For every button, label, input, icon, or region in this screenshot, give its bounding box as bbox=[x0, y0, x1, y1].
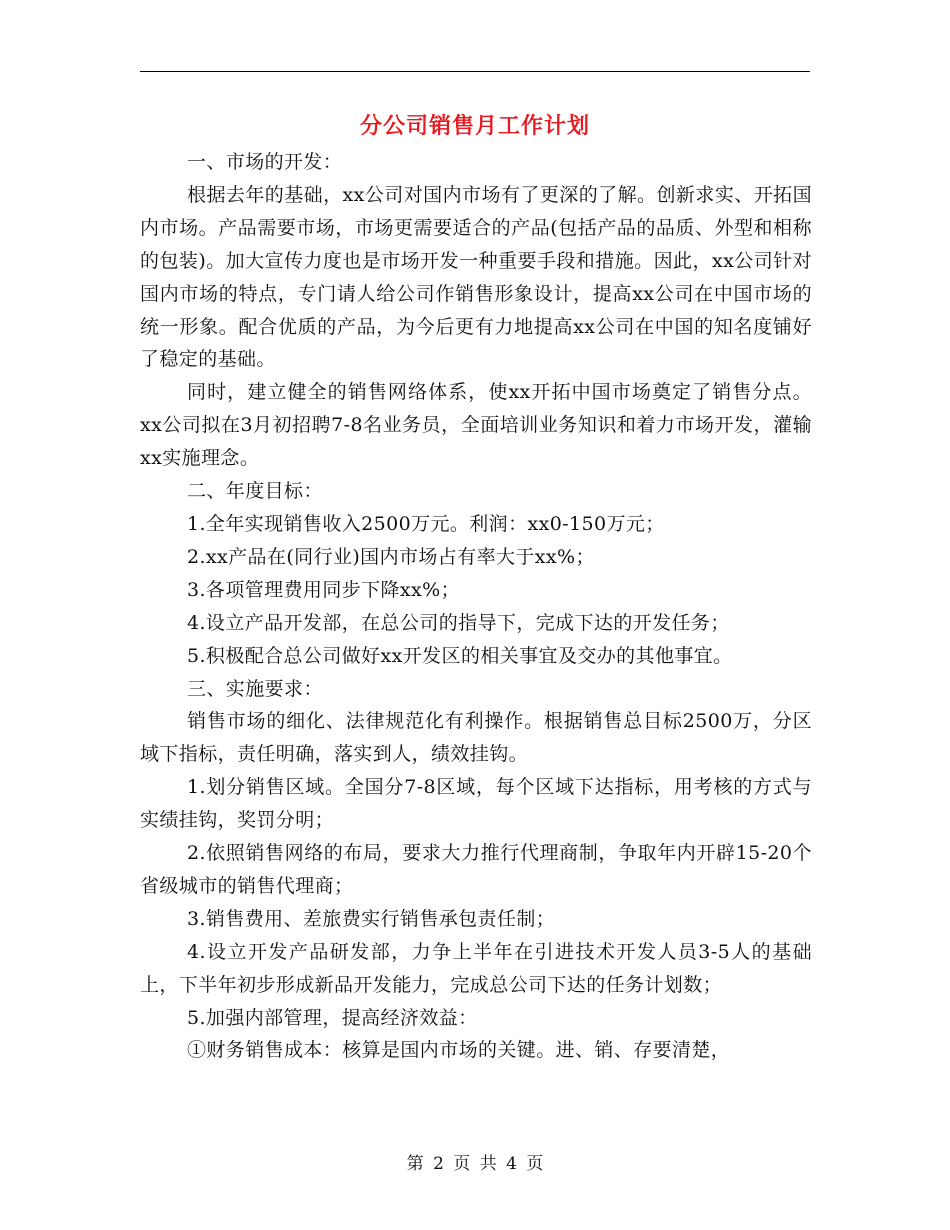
section-heading-implementation: 三、实施要求： bbox=[187, 677, 323, 700]
section-heading-market-development: 一、市场的开发： bbox=[187, 151, 343, 173]
goal-item-3: 3.各项管理费用同步下降xx%； bbox=[187, 578, 461, 601]
requirement-item-5: 5.加强内部管理，提高经济效益： bbox=[187, 1006, 478, 1029]
requirement-item-1: 1.划分销售区域。全国分7-8区域，每个区域下达指标，用考核的方式与实绩挂钩，奖罚分明； bbox=[140, 776, 812, 832]
page-number-footer: 第 2 页 共 4 页 bbox=[406, 1154, 544, 1174]
goal-item-5: 5.积极配合总公司做好xx开发区的相关事宜及交办的其他事宜。 bbox=[187, 644, 733, 667]
paragraph-sales-network: 同时，建立健全的销售网络体系，使xx开拓中国市场奠定了销售分点。xx公司拟在3月初招聘7-8名业务员，全面培训业务知识和着力市场开发，灌输xx实施理念。 bbox=[140, 381, 812, 470]
requirement-item-4: 4.设立开发产品研发部，力争上半年在引进技术开发人员3-5人的基础上，下半年初步形成新品开发能力，完成总公司下达的任务计划数； bbox=[140, 940, 812, 996]
goal-item-4: 4.设立产品开发部，在总公司的指导下，完成下达的开发任务； bbox=[187, 611, 730, 634]
goal-item-2: 2.xx产品在(同行业)国内市场占有率大于xx%； bbox=[187, 545, 595, 568]
document-body bbox=[140, 146, 812, 1067]
goal-item-1: 1.全年实现销售收入2500万元。利润：xx0-150万元； bbox=[187, 512, 665, 535]
document-title: 分公司销售月工作计划 bbox=[359, 113, 590, 139]
section-heading-annual-goals: 二、年度目标： bbox=[187, 480, 323, 503]
requirement-item-3: 3.销售费用、差旅费实行销售承包责任制； bbox=[187, 907, 556, 930]
requirement-item-2: 2.依照销售网络的布局，要求大力推行代理商制，争取年内开辟15-20个省级城市的销售代理商； bbox=[140, 842, 812, 897]
paragraph-implementation-intro: 销售市场的细化、法律规范化有利操作。根据销售总目标2500万，分区域下指标，责任明确，落实到人，绩效挂钩。 bbox=[140, 710, 812, 766]
sub-item-finance-cost: ①财务销售成本：核算是国内市场的关键。进、销、存要清楚， bbox=[187, 1039, 731, 1062]
header-rule bbox=[140, 71, 810, 72]
paragraph-market-basis: 根据去年的基础，xx公司对国内市场有了更深的了解。创新求实、开拓国内市场。产品需要市场，市场更需要适合的产品(包括产品的品质、外型和相称的包装)。加大宣传力度也是市场开发一种重要手段和措施。因此，xx公司针对国内市场的特点，专门请人给公司作销售形象设计，提高xx公司在中国市场的统一形象。配合优质的产品，为今后更有力地提高xx公司在中国的知名度铺好了稳定的基础。 bbox=[140, 183, 812, 371]
